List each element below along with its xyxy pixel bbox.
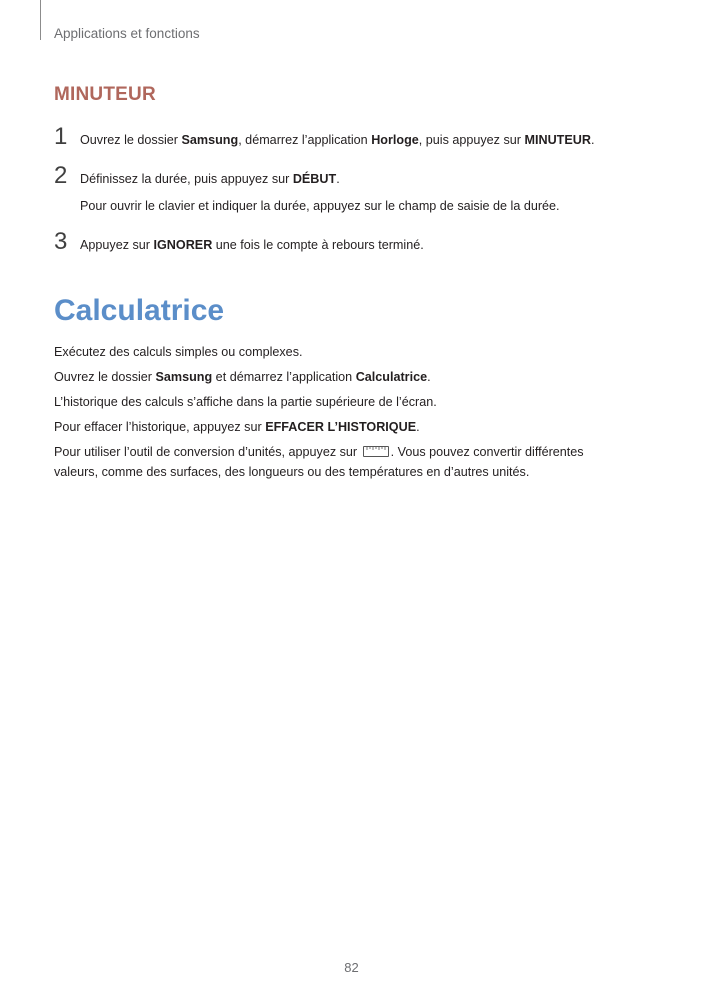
step-line [80,168,670,190]
calc-paragraph-1: Exécutez des calculs simples ou complexes. [54,345,303,359]
margin-rule [40,0,41,40]
bold-term: Calculatrice [355,370,428,384]
calc-paragraph-5 [54,442,654,482]
bold-term: EFFACER L’HISTORIQUE [265,420,417,434]
text-span: Ouvrez le dossier [54,370,156,384]
text-span: Appuyez sur [80,238,154,252]
step-text [80,129,670,151]
para-line [54,445,584,459]
text-span: Pour effacer l’historique, appuyez sur [54,420,266,434]
step-line [80,234,670,256]
page-number: 82 [344,960,359,975]
text-span: . [590,133,595,147]
text-span: , puis appuyez sur [418,133,525,147]
para-line: valeurs, comme des surfaces, des longueurs ou des températures en d’autres unités. [54,465,530,479]
bold-term: Samsung [181,133,239,147]
text-span: , démarrez l’application [238,133,372,147]
bold-term: DÉBUT [292,172,337,186]
step-text [80,234,670,256]
text-span: et démarrez l’application [212,370,356,384]
calc-paragraph-2 [54,367,654,387]
step-number: 1 [54,123,68,150]
text-span: Pour utiliser l’outil de conversion d’unités, appuyez sur [54,445,361,459]
text-span: . [416,420,420,434]
calc-paragraph-3: L’historique des calculs s’affiche dans la partie supérieure de l’écran. [54,395,437,409]
calc-paragraph-4 [54,417,654,437]
text-span: . Vous pouvez convertir différentes [390,445,584,459]
section-header: Applications et fonctions [54,26,200,41]
bold-term: Horloge [371,133,419,147]
bold-term: IGNORER [153,238,213,252]
ruler-icon [363,446,389,457]
text-span: une fois le compte à rebours terminé. [212,238,424,252]
step-line [80,129,670,151]
step-number: 3 [54,228,68,255]
text-span: . [427,370,431,384]
minuteur-heading: MINUTEUR [54,84,156,105]
bold-term: Samsung [155,370,213,384]
bold-term: MINUTEUR [524,133,591,147]
calculatrice-title: Calculatrice [54,294,225,327]
text-span: Ouvrez le dossier [80,133,182,147]
step-text [80,168,670,217]
step-number: 2 [54,162,68,189]
step-subtext: Pour ouvrir le clavier et indiquer la durée, appuyez sur le champ de saisie de la durée. [80,199,560,213]
text-span: . [336,172,340,186]
text-span: Définissez la durée, puis appuyez sur [80,172,293,186]
